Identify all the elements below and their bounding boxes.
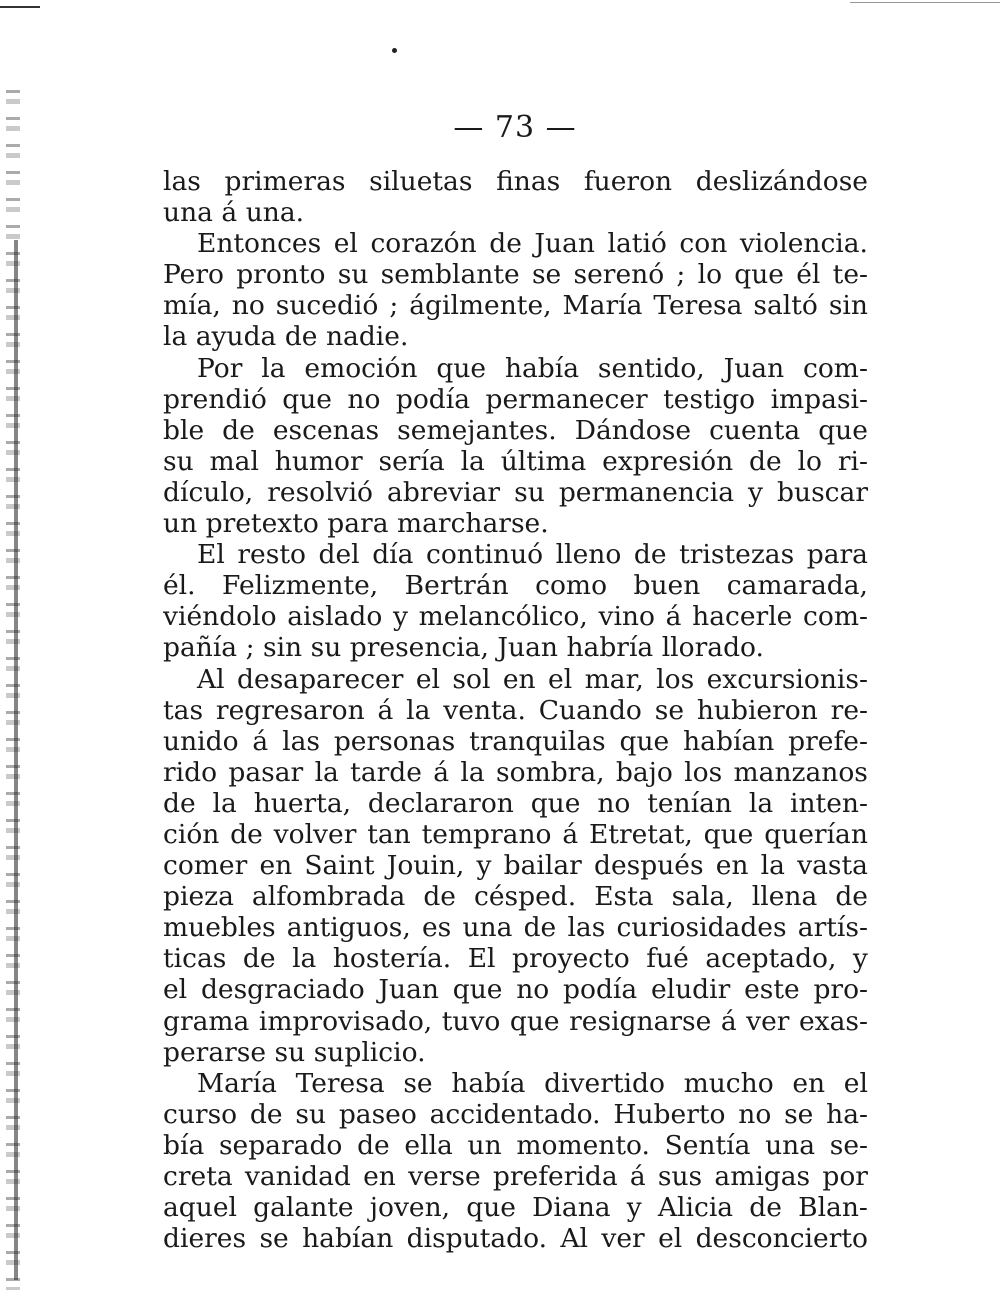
text-line: mía, no sucedió ; ágilmente, María Teresa saltó sin [163,290,868,322]
text-line: Entonces el corazón de Juan latió con violencia. [197,228,868,260]
text-line: una á una. [163,197,305,229]
text-line: dículo, resolvió abreviar su permanencia y buscar [163,476,868,508]
text-line: El resto del día continuó lleno de tristezas para [197,539,868,571]
ink-dot [392,48,397,53]
body-text [163,166,868,1254]
scan-binding-shadow [14,240,18,1280]
text-line: él. Felizmente, Bertrán como buen camarada, [163,570,868,602]
text-line: prendió que no podía permanecer testigo impasi- [163,383,868,415]
text-line: Por la emoción que había sentido, Juan com- [197,352,868,384]
text-line: dieres se habían disputado. Al ver el desconcierto [163,1223,868,1255]
text-line: creta vanidad en verse preferida á sus amigas por [163,1161,868,1192]
text-line: Pero pronto su semblante se serenó ; lo que él te- [163,259,868,291]
text-line: rido pasar la tarde á la sombra, bajo los manzanos [163,756,868,788]
text-line: ble de escenas semejantes. Dándose cuenta que [163,414,868,446]
text-line: pañía ; sin su presencia, Juan habría llorado. [163,632,764,664]
text-line: el desgraciado Juan que no podía eludir este pro- [163,974,868,1006]
text-line: su mal humor sería la última expresión de lo ri- [163,445,868,477]
page-number: — 73 — [453,110,577,145]
text-line: ción de volver tan temprano á Etretat, que querían [163,818,868,850]
text-line: un pretexto para marcharse. [163,508,549,540]
text-line: aquel galante joven, que Diana y Alicia de Blan- [163,1192,868,1224]
text-line: ticas de la hostería. El proyecto fué aceptado, y [163,943,868,975]
text-line: unido á las personas tranquilas que habían prefe- [163,725,868,757]
text-line: muebles antiguos, es una de las curiosidades artís- [163,912,868,944]
text-line: la ayuda de nadie. [163,321,409,353]
text-line: María Teresa se había divertido mucho en el [197,1067,868,1099]
text-line: tas regresaron á la venta. Cuando se hubieron re- [163,694,868,726]
text-line: las primeras siluetas finas fueron deslizándose [163,166,868,197]
text-line: de la huerta, declararon que no tenían la inten- [163,787,868,819]
text-line: comer en Saint Jouin, y bailar después en la vasta [163,850,868,882]
text-line: curso de su paseo accidentado. Huberto no se ha- [163,1098,868,1130]
text-line: bía separado de ella un momento. Sentía una se- [163,1129,868,1161]
text-line: grama improvisado, tuvo que resignarse á ver exas- [163,1005,868,1037]
scan-top-rule-right [850,2,1000,3]
text-line: perarse su suplicio. [163,1036,426,1068]
text-line: pieza alfombrada de césped. Esta sala, llena de [163,881,868,913]
text-line: Al desaparecer el sol en el mar, los excursionis- [197,663,868,695]
scan-top-rule [0,6,40,8]
text-line: viéndolo aislado y melancólico, vino á hacerle com- [163,601,868,633]
